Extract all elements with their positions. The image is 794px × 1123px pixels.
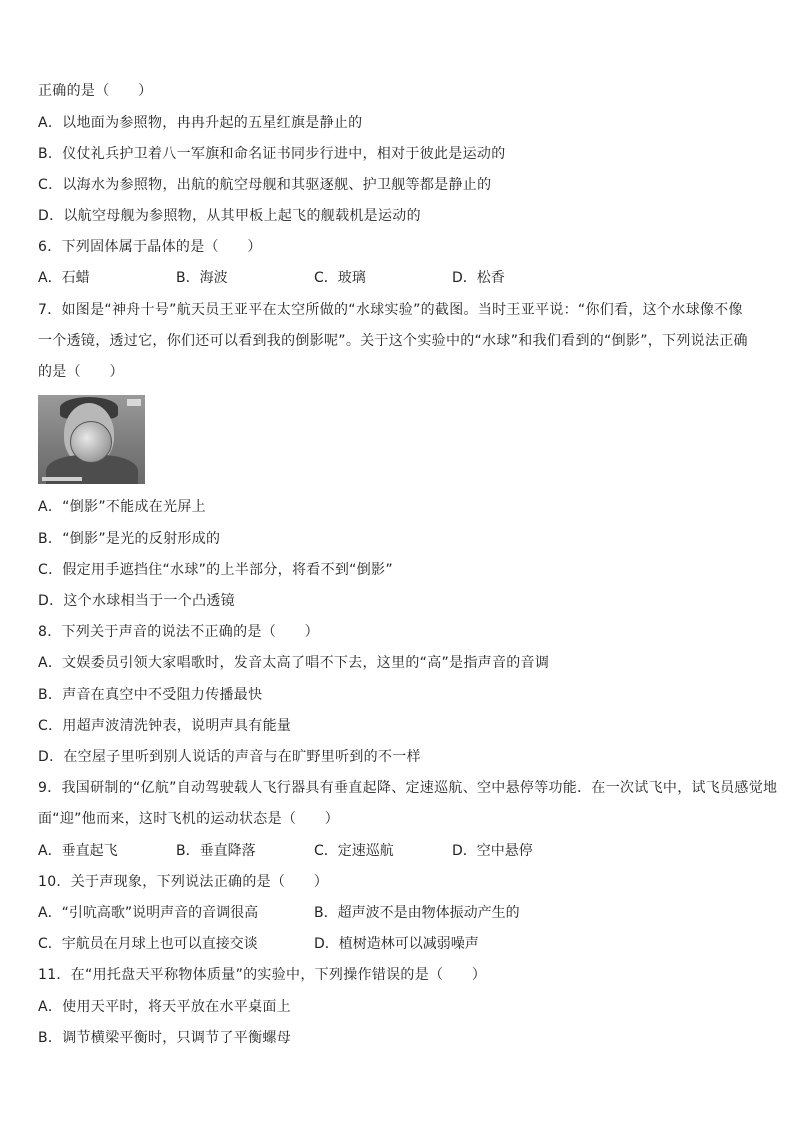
q6-option-a: A．石蜡 xyxy=(38,270,90,286)
q8-stem: 8．下列关于声音的说法不正确的是（ ） xyxy=(38,624,319,640)
q5-option-b: B．仪仗礼兵护卫着八一军旗和命名证书同步行进中，相对于彼此是运动的 xyxy=(38,146,506,162)
q10-option-c: C．宇航员在月球上也可以直接交谈 xyxy=(38,936,258,952)
q7-stem-line3: 的是（ ） xyxy=(38,364,124,380)
q7-option-b: B．“倒影”是光的反射形成的 xyxy=(38,531,221,547)
water-ball-experiment-image xyxy=(38,395,145,484)
q11-option-a: A．使用天平时，将天平放在水平桌面上 xyxy=(38,999,291,1015)
q10-option-b: B．超声波不是由物体振动产生的 xyxy=(314,905,520,921)
q7-stem-line2: 一个透镜，透过它，你们还可以看到我的倒影呢”。关于这个实验中的“水球”和我们看到的“倒影”，下列说法正确 xyxy=(38,333,748,349)
q7-option-d: D．这个水球相当于一个凸透镜 xyxy=(38,593,235,609)
q9-option-d: D．空中悬停 xyxy=(452,843,533,859)
photo-corner-badge xyxy=(127,399,141,406)
q5-option-d: D．以航空母舰为参照物，从其甲板上起飞的舰载机是运动的 xyxy=(38,208,421,224)
q9-stem-line1: 9．我国研制的“亿航”自动驾驶载人飞行器具有垂直起降、定速巡航、空中悬停等功能．在一次试飞中，试飞员感觉地 xyxy=(38,780,778,796)
q10-stem: 10．关于声现象，下列说法正确的是（ ） xyxy=(38,874,329,890)
q11-stem: 11．在“用托盘天平称物体质量”的实验中，下列操作错误的是（ ） xyxy=(38,967,487,983)
q6-option-b: B．海波 xyxy=(176,270,228,286)
q5-option-c: C．以海水为参照物，出航的航空母舰和其驱逐舰、护卫舰等都是静止的 xyxy=(38,177,492,193)
q10-option-d: D．植树造林可以减弱噪声 xyxy=(314,936,479,952)
q8-option-c: C．用超声波清洗钟表，说明声具有能量 xyxy=(38,718,292,734)
q7-stem-line1: 7．如图是“神舟十号”航天员王亚平在太空所做的“水球实验”的截图。当时王亚平说：“你们看，这个水球像不像 xyxy=(38,302,743,318)
q7-option-a: A．“倒影”不能成在光屏上 xyxy=(38,499,206,515)
q5-option-a: A．以地面为参照物，冉冉升起的五星红旗是静止的 xyxy=(38,115,363,131)
q8-option-d: D．在空屋子里听到别人说话的声音与在旷野里听到的不一样 xyxy=(38,749,421,765)
photo-water-ball xyxy=(70,421,112,463)
q9-option-a: A．垂直起飞 xyxy=(38,843,118,859)
q10-option-a: A．“引吭高歌”说明声音的音调很高 xyxy=(38,905,259,921)
q7-option-c: C．假定用手遮挡住“水球”的上半部分，将看不到“倒影” xyxy=(38,562,393,578)
q6-option-d: D．松香 xyxy=(452,270,505,286)
q5-stem-end: 正确的是（ ） xyxy=(38,83,153,99)
q6-option-c: C．玻璃 xyxy=(314,270,366,286)
q9-stem-line2: 面“迎”他而来，这时飞机的运动状态是（ ） xyxy=(38,811,340,827)
q6-stem: 6．下列固体属于晶体的是（ ） xyxy=(38,239,262,255)
q9-option-c: C．定速巡航 xyxy=(314,843,394,859)
photo-caption-bar xyxy=(42,477,82,481)
q8-option-a: A．文娱委员引领大家唱歌时，发音太高了唱不下去，这里的“高”是指声音的音调 xyxy=(38,655,550,671)
q9-option-b: B．垂直降落 xyxy=(176,843,256,859)
q8-option-b: B．声音在真空中不受阻力传播最快 xyxy=(38,687,263,703)
q11-option-b: B．调节横梁平衡时，只调节了平衡螺母 xyxy=(38,1030,292,1046)
